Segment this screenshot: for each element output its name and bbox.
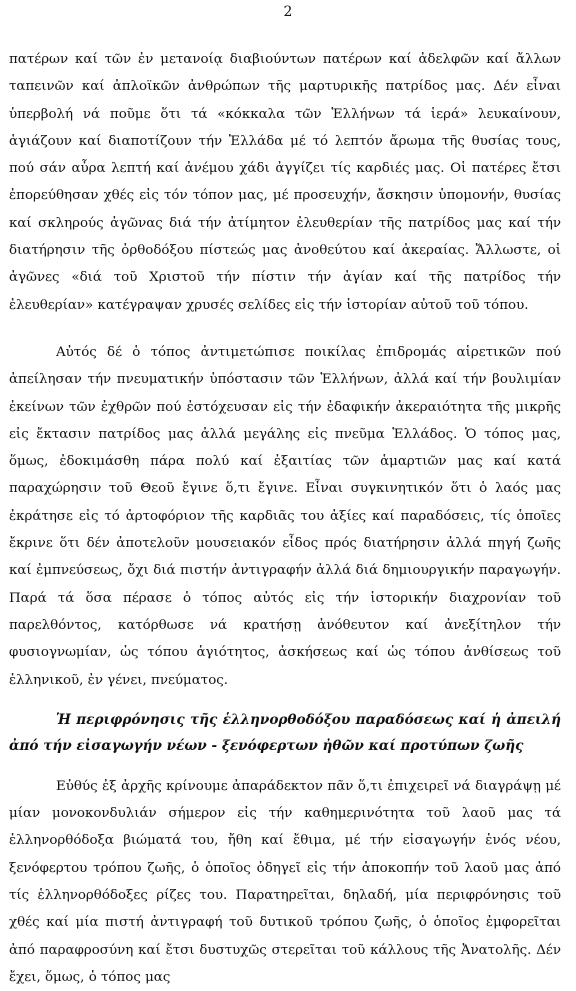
paragraph-contempt-tradition: Εὐθύς ἐξ ἀρχῆς κρίνουμε ἀπαράδεκτον πᾶν ὅ,τι ἐπιχειρεῖ νά διαγράψῃ μέ μίαν μονοκονδυλιάν σήμερον εἰς τήν καθημερινότητα τοῦ λαοῦ μας τά ἑλληνορθόδοξα βιώματά του, ἤθη καί ἔθιμα, μέ τήν εἰσαγωγήν ἑνός νέου, ξενόφερτου τρόπου ζωῆς, ὁ ὁποῖος ὁδηγεῖ εἰς τήν ἀποκοπήν τοῦ λαοῦ μας ἀπό τίς ἑλληνορθόδοξες ρίζες του. Παρατηρεῖται, δηλαδή, μία περιφρόνησις τοῦ χθές καί μία πιστή ἀντιγραφή τοῦ δυτικοῦ τρόπου ζωῆς, ὁ ὁποῖος ἐμφορεῖται ἀπό παραφροσύνη καί ἔτσι δυστυχῶς στερεῖται τοῦ κάλλους τῆς Ἀνατολῆς. Δέν ἔχει, ὅμως, ὁ τόπος μας [9, 778, 561, 985]
paragraph-continuation: πατέρων καί τῶν ἐν μετανοίᾳ διαβιούντων πατέρων καί ἀδελφῶν καί ἄλλων ταπεινῶν καί ἀπλοϊκῶν ἀνθρώπων τῆς μαρτυρικῆς πατρίδος μας. Δέν εἶναι ὑπερβολή νά ποῦμε ὅτι τά «κόκκαλα τῶν Ἑλλήνων τά ἱερά» λευκαίνουν, ἁγιάζουν καί διαποτίζουν τήν Ἑλλάδα μέ τό λεπτόν ἄρωμα τῆς θυσίας τους, πού σάν αὖρα λεπτή καί ἀνέμου χάδι ἀγγίζει τίς καρδιές μας. Οἱ πατέρες ἔτσι ἐπορεύθησαν χθές εἰς τόν τόπον μας, μέ προσευχήν, ἄσκησιν ὑπομονήν, θυσίας καί σκληρούς ἀγῶνας διά τήν ἀτίμητον ἐλευθερίαν τῆς πατρίδος μας καί τήν διατήρησιν τῆς ὀρθοδόξου πίστεώς μας ἀνοθεύτου καί ἀκεραίας. Ἄλλωστε, οἱ ἀγῶνες «διά τοῦ Χριστοῦ τήν πίστιν τήν ἁγίαν καί τῆς πατρίδος τήν ἐλευθερίαν» κατέγραψαν χρυσές σελίδες εἰς τήν ἱστορίαν αὐτοῦ τοῦ τόπου. [9, 52, 561, 313]
page-number: 2 [283, 4, 293, 20]
section-heading: Ἡ περιφρόνησις τῆς ἑλληνορθοδόξου παραδόσεως καί ἡ ἀπειλή ἀπό τήν εἰσαγωγήν νέων - ξενόφερτων ἠθῶν καί προτύπων ζωῆς [9, 711, 561, 754]
paragraph-place-trials: Αὐτός δέ ὁ τόπος ἀντιμετώπισε ποικίλας ἐπιδρομάς αἱρετικῶν πού ἀπείλησαν τήν πνευματικήν ὑπόστασιν τῶν Ἑλλήνων, ἀλλά καί τήν βουλιμίαν ἐκείνων τῶν ἐχθρῶν πού ἐστόχευσαν εἰς τήν ἐδαφικήν ἀκεραιότητα τῆς μικρῆς εἰς ἔκτασιν πατρίδος μας ἀλλά μεγάλης εἰς πνεῦμα Ἑλλάδος. Ὁ τόπος μας, ὅμως, ἐδοκιμάσθη πάρα πολύ καί ἐξαιτίας τῶν ἁμαρτιῶν μας καί κατά παραχώρησιν τοῦ Θεοῦ ἔγινε ὅ,τι ἔγινε. Εἶναι συγκινητικόν ὅτι ὁ λαός μας ἐκράτησε εἰς τό ἀρτοφόριον τῆς καρδιᾶς του ἀξίες καί παραδόσεις, τίς ὁποῖες ἔκρινε ὅτι δέν ἀποτελοῦν μουσειακόν εἶδος πρός διατήρησιν ἀλλά πηγή ζωῆς καί ἐμπνεύσεως, ὄχι διά πιστήν ἀντιγραφήν ἀλλά διά δημιουργικήν παραγωγήν. Παρά τά ὅσα πέρασε ὁ τόπος αὐτός εἰς τήν ἱστορικήν διαχρονίαν τοῦ παρελθόντος, κατόρθωσε νά κρατήσῃ ἀνόθευτον καί ἀνεξίτηλον τήν φυσιογνωμίαν, ὡς τόπου ἁγιότητος, ἀσκήσεως καί ὡς τόπου ἀνθίσεως τοῦ ἑλληνικοῦ, ἐν γένει, πνεύματος. [9, 344, 561, 688]
body-text [9, 46, 561, 991]
